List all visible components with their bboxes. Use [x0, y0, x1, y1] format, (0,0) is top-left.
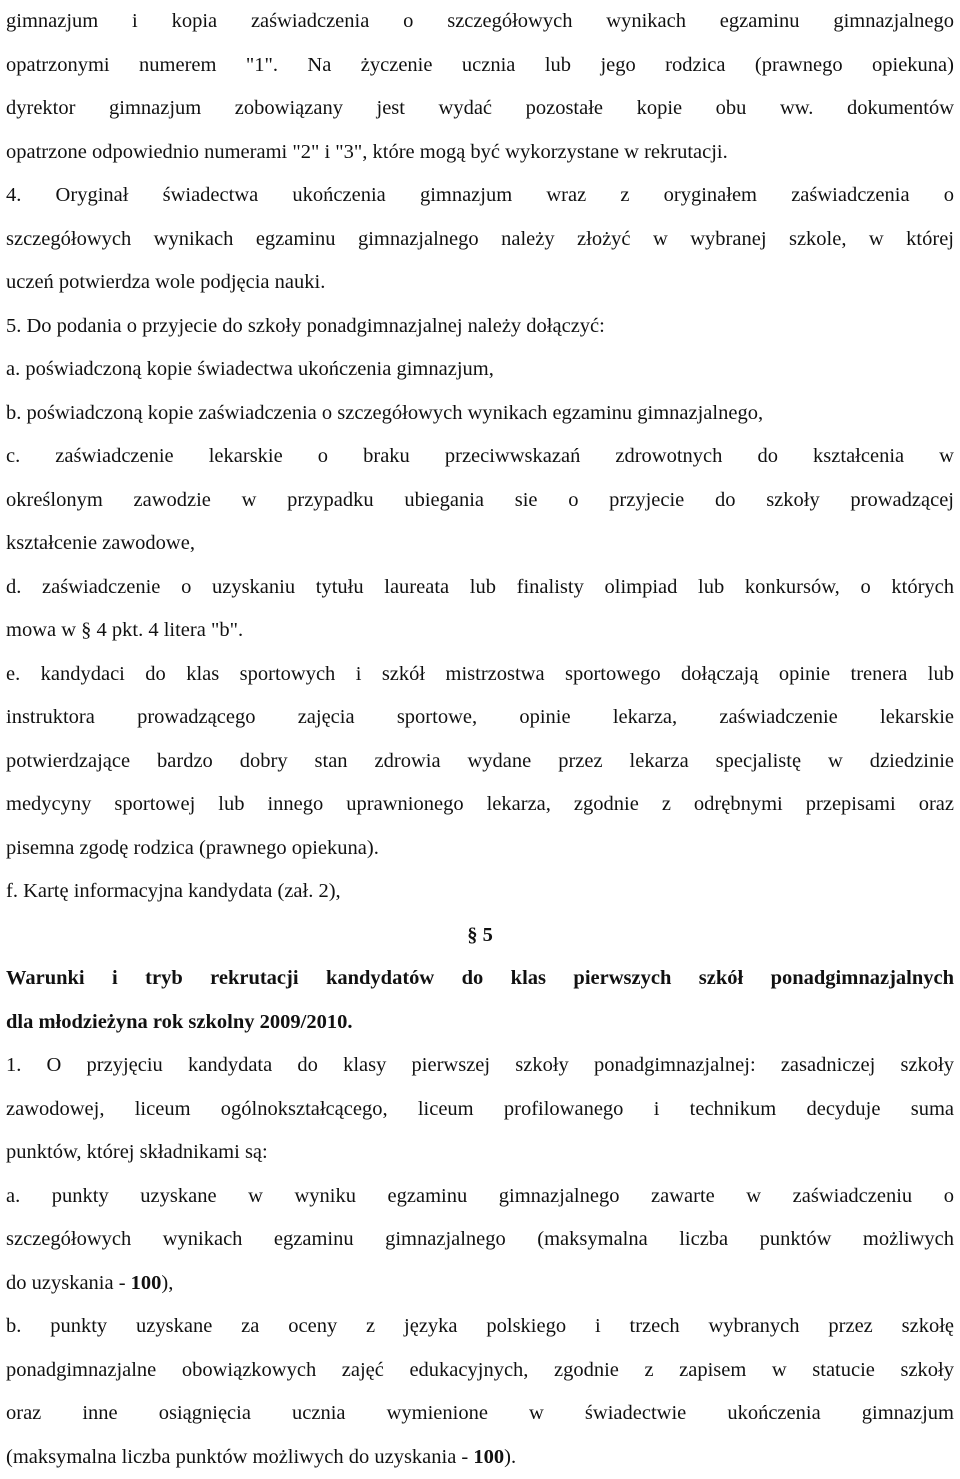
text-fragment: (maksymalna liczba punktów możliwych do uzyskania - [6, 1446, 473, 1468]
text-line: opatrzone odpowiednio numerami "2" i "3", które mogą być wykorzystane w rekrutacji. [6, 131, 954, 175]
text-line [6, 1262, 954, 1306]
text-line: medycyny sportowej lub innego uprawnionego lekarza, zgodnie z odrębnymi przepisami oraz [6, 783, 954, 827]
text-line: a. poświadczoną kopie świadectwa ukończenia gimnazjum, [6, 348, 954, 392]
item-5d [6, 566, 954, 653]
text-line: pisemna zgodę rodzica (prawnego opiekuna). [6, 827, 954, 871]
section-heading [6, 957, 954, 1044]
paragraph-copies-info [6, 0, 954, 174]
text-line: e. kandydaci do klas sportowych i szkół mistrzostwa sportowego dołączają opinie trenera lub [6, 653, 954, 697]
text-fragment: ), [161, 1272, 173, 1294]
text-line: c. zaświadczenie lekarskie o braku przeciwwskazań zdrowotnych do kształcenia w [6, 435, 954, 479]
item-5a [6, 348, 954, 392]
text-fragment: do uzyskania - [6, 1272, 131, 1294]
text-line: b. poświadczoną kopie zaświadczenia o szczegółowych wynikach egzaminu gimnazjalnego, [6, 392, 954, 436]
text-line: opatrzonymi numerem "1". Na życzenie ucznia lub jego rodzica (prawnego opiekuna) [6, 44, 954, 88]
text-line: gimnazjum i kopia zaświadczenia o szczegółowych wynikach egzaminu gimnazjalnego [6, 0, 954, 44]
text-line: 1. O przyjęciu kandydata do klasy pierwszej szkoły ponadgimnazjalnej: zasadniczej szkoły [6, 1044, 954, 1088]
section5-item-1b [6, 1305, 954, 1479]
text-line: ponadgimnazjalne obowiązkowych zajęć edukacyjnych, zgodnie z zapisem w statucie szkoły [6, 1349, 954, 1393]
text-line: potwierdzające bardzo dobry stan zdrowia wydane przez lekarza specjalistę w dziedzinie [6, 740, 954, 784]
text-line: punktów, której składnikami są: [6, 1131, 954, 1175]
text-line: f. Kartę informacyjna kandydata (zał. 2), [6, 870, 954, 914]
text-line: uczeń potwierdza wole podjęcia nauki. [6, 261, 954, 305]
heading-line: Warunki i tryb rekrutacji kandydatów do klas pierwszych szkół ponadgimnazjalnych [6, 957, 954, 1001]
text-line: instruktora prowadzącego zajęcia sportowe, opinie lekarza, zaświadczenie lekarskie [6, 696, 954, 740]
section-number [6, 914, 954, 958]
item-5e [6, 653, 954, 871]
text-fragment: ). [504, 1446, 516, 1468]
item-4 [6, 174, 954, 305]
text-line: szczegółowych wynikach egzaminu gimnazjalnego (maksymalna liczba punktów możliwych [6, 1218, 954, 1262]
max-points-value: 100 [473, 1446, 504, 1468]
text-line: 4. Oryginał świadectwa ukończenia gimnazjum wraz z oryginałem zaświadczenia o [6, 174, 954, 218]
heading-line: dla młodzieżyna rok szkolny 2009/2010. [6, 1001, 954, 1045]
text-line: kształcenie zawodowe, [6, 522, 954, 566]
item-5 [6, 305, 954, 349]
text-line: dyrektor gimnazjum zobowiązany jest wydać pozostałe kopie obu ww. dokumentów [6, 87, 954, 131]
document-page [6, 0, 954, 1479]
text-line: mowa w § 4 pkt. 4 litera "b". [6, 609, 954, 653]
item-5b [6, 392, 954, 436]
section5-item-1 [6, 1044, 954, 1175]
item-5f [6, 870, 954, 914]
max-points-value: 100 [131, 1272, 162, 1294]
text-line: zawodowej, liceum ogólnokształcącego, liceum profilowanego i technikum decyduje suma [6, 1088, 954, 1132]
text-line: a. punkty uzyskane w wyniku egzaminu gimnazjalnego zawarte w zaświadczeniu o [6, 1175, 954, 1219]
item-5c [6, 435, 954, 566]
text-line: 5. Do podania o przyjecie do szkoły ponadgimnazjalnej należy dołączyć: [6, 305, 954, 349]
text-line: d. zaświadczenie o uzyskaniu tytułu laureata lub finalisty olimpiad lub konkursów, o których [6, 566, 954, 610]
text-line: b. punkty uzyskane za oceny z języka polskiego i trzech wybranych przez szkołę [6, 1305, 954, 1349]
text-line: określonym zawodzie w przypadku ubiegania sie o przyjecie do szkoły prowadzącej [6, 479, 954, 523]
text-line: oraz inne osiągnięcia ucznia wymienione w świadectwie ukończenia gimnazjum [6, 1392, 954, 1436]
section5-item-1a [6, 1175, 954, 1306]
text-line: szczegółowych wynikach egzaminu gimnazjalnego należy złożyć w wybranej szkole, w której [6, 218, 954, 262]
text-line [6, 1436, 954, 1479]
section-mark-text: § 5 [6, 914, 954, 958]
